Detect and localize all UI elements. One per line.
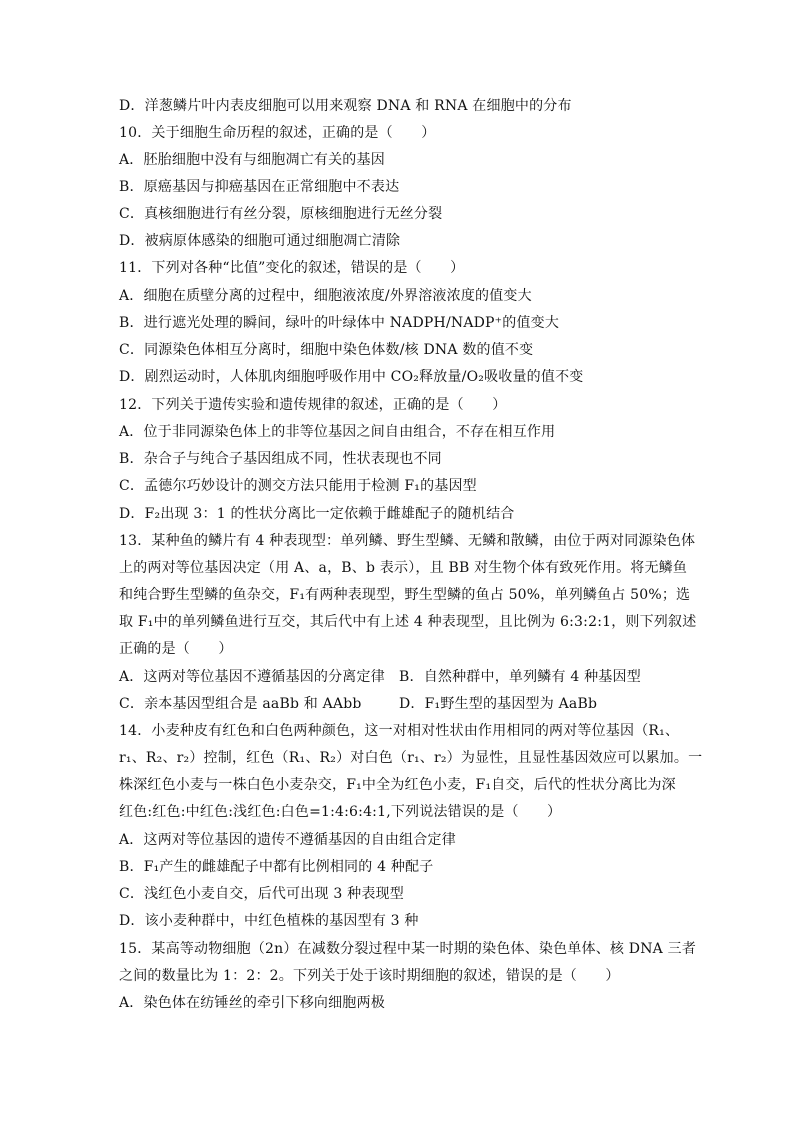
q13-option-b: B．自然种群中，单列鳞有 4 种基因型 <box>399 669 641 685</box>
q14-stem-line1: 14．小麦种皮有红色和白色两种颜色，这一对相对性状由作用相同的两对等位基因（R₁、 <box>119 723 680 739</box>
q15-stem-line1: 15．某高等动物细胞（2n）在减数分裂过程中某一时期的染色体、染色单体、核 DNA 三者 <box>119 941 697 957</box>
q13-stem-line4: 取 F₁中的单列鳞鱼进行互交，其后代中有上述 4 种表现型，且比例为 6:3:2:1，则下列叙述 <box>119 614 697 630</box>
q13-option-c: C．亲本基因型组合是 aaBb 和 AAbb <box>119 696 362 712</box>
q14-option-a: A．这两对等位基因的遗传不遵循基因的自由组合定律 <box>119 832 456 848</box>
q13-options-cd <box>119 694 679 714</box>
q12-stem: 12．下列关于遗传实验和遗传规律的叙述，正确的是（ ） <box>119 397 507 413</box>
q12-option-a: A．位于非同源染色体上的非等位基因之间自由组合，不存在相互作用 <box>119 424 556 440</box>
q11-option-c: C．同源染色体相互分离时，细胞中染色体数/核 DNA 数的值不变 <box>119 342 534 358</box>
q10-option-b: B．原癌基因与抑癌基因在正常细胞中不表达 <box>119 179 400 195</box>
q9-option-d: D．洋葱鳞片叶内表皮细胞可以用来观察 DNA 和 RNA 在细胞中的分布 <box>119 98 572 114</box>
q13-stem-line3: 和纯合野生型鳞的鱼杂交，F₁有两种表现型，野生型鳞的鱼占 50%，单列鳞鱼占 50%；选 <box>119 587 691 603</box>
q10-option-c: C．真核细胞进行有丝分裂，原核细胞进行无丝分裂 <box>119 206 443 222</box>
q14-stem-line4: 红色:红色:中红色:浅红色:白色=1:4:6:4:1,下列说法错误的是（ ） <box>119 804 562 820</box>
q12-option-c: C．孟德尔巧妙设计的测交方法只能用于检测 F₁的基因型 <box>119 478 477 494</box>
q13-options-ab <box>119 667 679 687</box>
q13-option-a: A．这两对等位基因不遵循基因的分离定律 <box>119 669 385 685</box>
q11-option-d: D．剧烈运动时，人体肌肉细胞呼吸作用中 CO₂释放量/O₂吸收量的值不变 <box>119 369 584 385</box>
q14-stem-line3: 株深红色小麦与一株白色小麦杂交，F₁中全为红色小麦，F₁自交，后代的性状分离比为深 <box>119 777 676 793</box>
q12-option-b: B．杂合子与纯合子基因组成不同，性状表现也不同 <box>119 451 442 467</box>
q13-stem-line5: 正确的是（ ） <box>119 641 233 657</box>
q11-stem: 11．下列对各种“比值”变化的叙述，错误的是（ ） <box>119 260 465 276</box>
q15-option-a: A．染色体在纺锤丝的牵引下移向细胞两极 <box>119 995 385 1011</box>
q15-stem-line2: 之间的数量比为 1：2：2。下列关于处于该时期细胞的叙述，错误的是（ ） <box>119 968 620 984</box>
q14-option-b: B．F₁产生的雌雄配子中都有比例相同的 4 种配子 <box>119 859 434 875</box>
q10-stem: 10．关于细胞生命历程的叙述，正确的是（ ） <box>119 125 436 141</box>
q13-stem-line2: 上的两对等位基因决定（用 A、a，B、b 表示），且 BB 对生物个体有致死作用。将无鳞鱼 <box>119 560 688 576</box>
q13-option-d: D．F₁野生型的基因型为 AaBb <box>399 696 598 712</box>
q12-option-d: D．F₂出现 3：1 的性状分离比一定依赖于雌雄配子的随机结合 <box>119 506 515 522</box>
q10-option-d: D．被病原体感染的细胞可通过细胞凋亡清除 <box>119 233 401 249</box>
q11-option-a: A．细胞在质壁分离的过程中，细胞液浓度/外界溶液浓度的值变大 <box>119 288 532 304</box>
q13-stem-line1: 13．某种鱼的鳞片有 4 种表现型：单列鳞、野生型鳞、无鳞和散鳞，由位于两对同源染色体 <box>119 533 696 549</box>
q14-option-c: C．浅红色小麦自交，后代可出现 3 种表现型 <box>119 886 404 902</box>
q11-option-b: B．进行遮光处理的瞬间，绿叶的叶绿体中 NADPH/NADP⁺的值变大 <box>119 315 560 331</box>
q14-option-d: D．该小麦种群中，中红色植株的基因型有 3 种 <box>119 913 419 929</box>
q10-option-a: A．胚胎细胞中没有与细胞凋亡有关的基因 <box>119 152 385 168</box>
q14-stem-line2: r₁、R₂、r₂）控制，红色（R₁、R₂）对白色（r₁、r₂）为显性，且显性基因效应可以累加。一 <box>119 750 703 766</box>
